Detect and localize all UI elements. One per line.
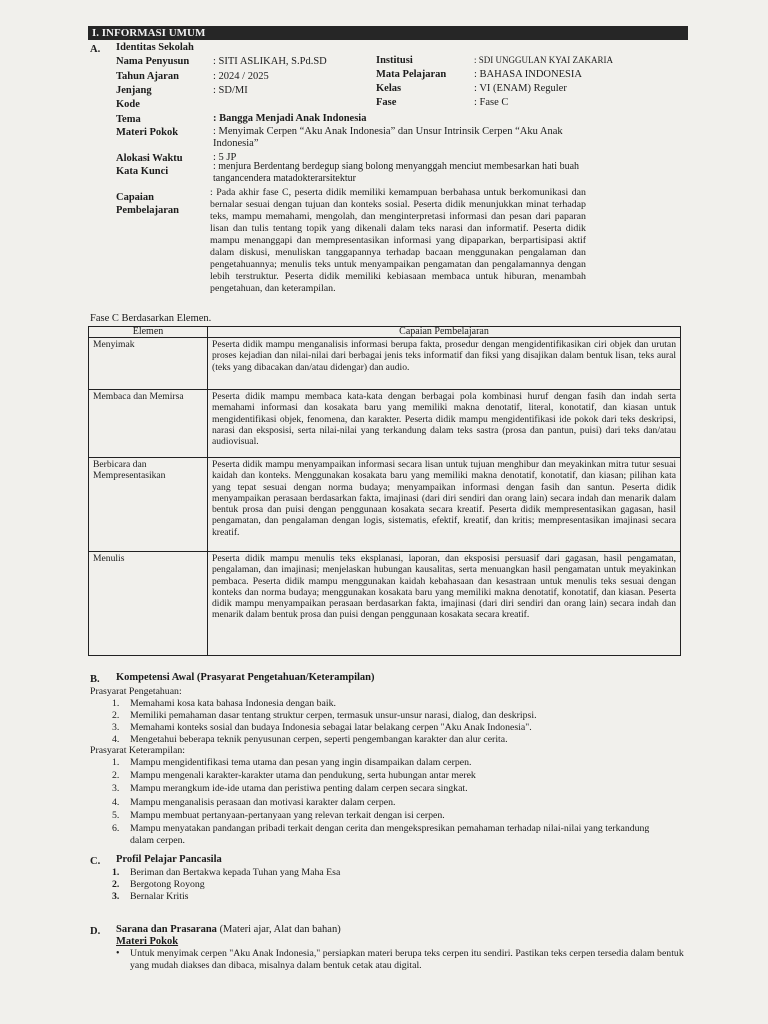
list-number: 1. (112, 698, 120, 709)
section-header-informasi-umum: I. INFORMASI UMUM (88, 26, 688, 40)
bullet-dot: • (116, 948, 120, 959)
label-kelas: Kelas (376, 83, 402, 94)
label-tahun-ajaran: Tahun Ajaran (116, 71, 179, 82)
label-pembelajaran: Pembelajaran (116, 205, 179, 216)
list-number: 2. (112, 770, 120, 781)
table-row (89, 552, 681, 656)
value-capaian-pembelajaran: : Pada akhir fase C, peserta didik memiliki kemampuan berbahasa untuk berkomunikasi dan bernalar sesuai dengan tujuan dan konteks sosial. Peserta didik menunjukkan minat terhadap teks, mampu memahami, mengolah, dan menginterpretasi informasi dan pesan dari paparan lisan dan tulis tentang topik yang dikenali dalam teks narasi dan informatif. Peserta didik mampu menanggapi dan mempresentasikan informasi yang dipaparkan, berpartisipasi aktif dalam diskusi, menuliskan tanggapannya terhadap bacaan menggunakan pengalaman dan pengetahuannya; menulis teks untuk menyampaikan pengamatan dan pengalamannya dengan lebih terstruktur. Peserta didik memiliki kebiasaan membaca untuk hiburan, menambah pengetahuan, dan keterampilan. (210, 187, 586, 294)
value-kelas: : VI (ENAM) Reguler (474, 83, 567, 94)
table-row (89, 458, 681, 552)
section-d-title: Sarana dan Prasarana (116, 924, 217, 935)
section-d-heading (116, 924, 341, 936)
label-mata-pelajaran: Mata Pelajaran (376, 69, 447, 80)
label-fase: Fase (376, 97, 397, 108)
label-nama-penyusun: Nama Penyusun (116, 56, 190, 67)
section-b-letter: B. (90, 674, 100, 685)
value-mata-pelajaran: : BAHASA INDONESIA (474, 69, 582, 80)
value-tahun-ajaran: : 2024 / 2025 (213, 71, 269, 82)
list-item: Memiliki pemahaman dasar tentang struktur cerpen, termasuk unsur-unsur narasi, dialog, dan deskripsi. (130, 710, 537, 721)
label-institusi: Institusi (376, 55, 413, 66)
elemen-cell: Menyimak (89, 338, 208, 390)
label-kode: Kode (116, 99, 140, 110)
section-c-letter: C. (90, 856, 101, 867)
list-item: Memahami kosa kata bahasa Indonesia dengan baik. (130, 698, 336, 709)
section-d-title-note: (Materi ajar, Alat dan bahan) (219, 924, 341, 935)
table-row (89, 338, 681, 390)
value-tema: : Bangga Menjadi Anak Indonesia (213, 113, 367, 124)
value-institusi: : SDI UNGGULAN KYAI ZAKARIA (474, 55, 613, 65)
elemen-cell: Berbicara dan Mempresentasikan (89, 458, 208, 552)
value-alokasi-waktu: : 5 JP (213, 152, 237, 163)
label-materi-pokok: Materi Pokok (116, 127, 179, 138)
list-number: 6. (112, 823, 120, 834)
capaian-cell: Peserta didik mampu menganalisis informasi berupa fakta, prosedur dengan mengidentifikasikan ciri objek dan urutan proses kejadian dan nilai-nilai dari berbagai jenis teks informatif dan fiksi yang disajikan dalam bentuk lisan, teks aural (teks yang dibacakan dan/atau didengar) dan audio. (208, 338, 681, 390)
list-item: Beriman dan Bertakwa kepada Tuhan yang Maha Esa (130, 867, 341, 878)
list-number: 3. (112, 891, 120, 902)
elemen-cell: Menulis (89, 552, 208, 656)
list-number: 2. (112, 710, 120, 721)
label-alokasi-waktu: Alokasi Waktu (116, 153, 183, 164)
section-c-title: Profil Pelajar Pancasila (116, 854, 222, 865)
label-jenjang: Jenjang (116, 85, 152, 96)
fase-c-table (88, 326, 681, 656)
list-number: 1. (112, 757, 120, 768)
list-item: Mampu mengidentifikasi tema utama dan pesan yang ingin disampaikan dalam cerpen. (130, 757, 472, 768)
list-number: 3. (112, 722, 120, 733)
value-materi-pokok: : Menyimak Cerpen “Aku Anak Indonesia” dan Unsur Intrinsik Cerpen “Aku Anak Indonesia” (213, 126, 563, 149)
elemen-cell: Membaca dan Memirsa (89, 390, 208, 458)
col-header-elemen: Elemen (89, 327, 208, 338)
value-fase: : Fase C (474, 97, 509, 108)
table-row (89, 390, 681, 458)
list-item: Mengetahui beberapa teknik penyusunan cerpen, seperti pengembangan karakter dan alur cerita. (130, 734, 508, 745)
list-item: Mampu menyatakan pandangan pribadi terkait dengan cerita dan mengekspresikan pemahaman terhadap nilai-nilai yang terkandung dalam cerpen. (130, 823, 650, 846)
section-a-letter: A. (90, 44, 101, 55)
section-d-letter: D. (90, 926, 101, 937)
section-b-title: Kompetensi Awal (Prasyarat Pengetahuan/Keterampilan) (116, 672, 375, 683)
label-kata-kunci: Kata Kunci (116, 166, 169, 177)
capaian-cell: Peserta didik mampu menulis teks eksplanasi, laporan, dan eksposisi persuasif dari gagasan, hasil pengamatan, pengalaman, dan imajinasi; menjelaskan hubungan kausalitas, serta menuangkan hasil pengamatan untuk meyakinkan pembaca. Peserta didik mampu menggunakan kaidah kebahasaan dan kesastraan untuk menulis teks sesuai dengan konteks dan norma budaya; menggunakan kosakata baru yang memiliki makna denotatif, konotatif, dan kiasan. Peserta didik mampu menyampaikan perasaan berdasarkan fakta, imajinasi (dari diri sendiri dan orang lain) secara indah dan menarik dalam bentuk prosa dan puisi dengan penggunaan kosakata secara kreatif. (208, 552, 681, 656)
list-item: Mampu membuat pertanyaan-pertanyaan yang relevan terkait dengan isi cerpen. (130, 810, 445, 821)
value-nama-penyusun: : SITI ASLIKAH, S.Pd.SD (213, 56, 327, 67)
list-number: 4. (112, 734, 120, 745)
prasyarat-pengetahuan-label: Prasyarat Pengetahuan: (90, 686, 182, 697)
list-item: Mampu mengenali karakter-karakter utama dan pendukung, serta hubungan antar merek (130, 770, 476, 781)
prasyarat-keterampilan-label: Prasyarat Keterampilan: (90, 745, 185, 756)
list-number: 2. (112, 879, 120, 890)
list-item: Mampu menganalisis perasaan dan motivasi karakter dalam cerpen. (130, 797, 396, 808)
list-number: 1. (112, 867, 120, 878)
table-caption: Fase C Berdasarkan Elemen. (90, 313, 212, 324)
value-jenjang: : SD/MI (213, 85, 248, 96)
list-item: Untuk menyimak cerpen "Aku Anak Indonesia," persiapkan materi berupa teks cerpen itu sendiri. Pastikan teks cerpen tersedia dalam bentuk yang mudah diakses dan dibaca, misalnya dalam bentuk cetak atau digital. (130, 948, 684, 971)
materi-pokok-subheading: Materi Pokok (116, 936, 179, 947)
list-item: Mampu merangkum ide-ide utama dan peristiwa penting dalam cerpen secara singkat. (130, 783, 468, 794)
value-kata-kunci: : menjura Berdentang berdegup siang bolong menyanggah menciut membesarkan hati buah tangancendera matadokterarsitektur (213, 161, 580, 184)
list-number: 3. (112, 783, 120, 794)
capaian-cell: Peserta didik mampu menyampaikan informasi secara lisan untuk tujuan menghibur dan meyakinkan mitra tutur sesuai kaidah dan konteks. Menggunakan kosakata baru yang memiliki makna denotatif, konotatif, dan kiasan; pilihan kata yang tepat sesuai dengan norma budaya; menyampaikan informasi dengan fasih dan santun. Peserta didik menyampaikan perasaan berdasarkan fakta, imajinasi (dari diri sendiri dan orang lain) secara indah dan menarik dalam bentuk prosa dan puisi dengan penggunaan kosakata secara kreatif. Peserta didik mempresentasikan gagasan, hasil pengamatan, dan pengalaman dengan logis, sistematis, efektif, kreatif, dan kritis; mempresentasikan imajinasi secara kreatif. (208, 458, 681, 552)
label-tema: Tema (116, 114, 141, 125)
list-item: Memahami konteks sosial dan budaya Indonesia sebagai latar belakang cerpen "Aku Anak Indonesia". (130, 722, 532, 733)
list-number: 5. (112, 810, 120, 821)
list-item: Bernalar Kritis (130, 891, 189, 902)
section-a-title: Identitas Sekolah (116, 42, 194, 53)
capaian-cell: Peserta didik mampu membaca kata-kata dengan berbagai pola kombinasi huruf dengan fasih dan indah serta memahami informasi dan kosakata baru yang memiliki makna denotatif, literal, konotatif, dan kiasan untuk mengidentifikasi objek, fenomena, dan karakter. Peserta didik mampu mengidentifikasi ide pokok dari teks deskripsi, narasi dan eksposisi, serta nilai-nilai yang terkandung dalam teks sastra (prosa dan pantun, puisi) dari teks dan/atau audiovisual. (208, 390, 681, 458)
label-capaian: Capaian (116, 192, 154, 203)
col-header-capaian: Capaian Pembelajaran (208, 327, 681, 338)
list-item: Bergotong Royong (130, 879, 205, 890)
list-number: 4. (112, 797, 120, 808)
